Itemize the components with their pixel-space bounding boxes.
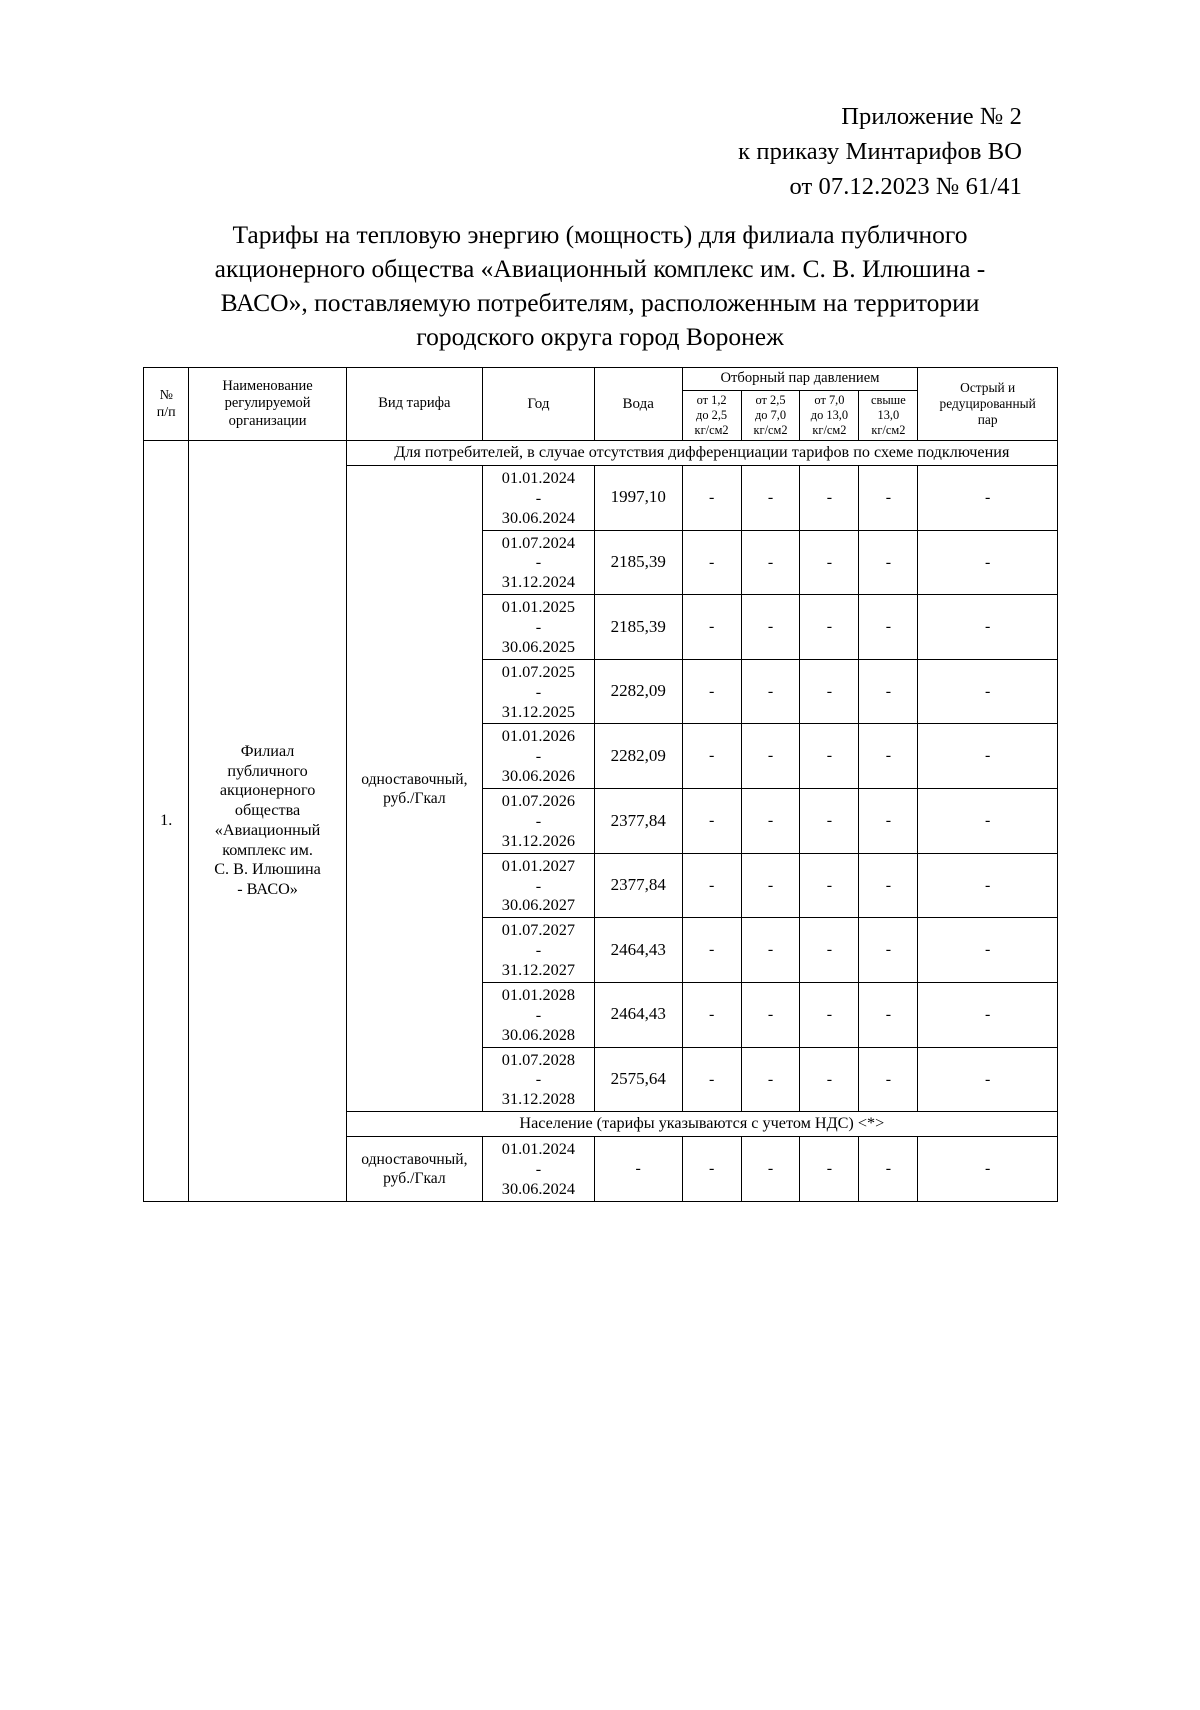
steam-4-value: - <box>859 1047 918 1112</box>
table-body <box>144 441 1058 1201</box>
steam-1-value: - <box>682 465 741 530</box>
organization-line-6: комплекс им. <box>222 840 313 859</box>
water-value: 2185,39 <box>594 595 682 660</box>
sharp-steam-value: - <box>918 918 1058 983</box>
steam-2-value: - <box>741 1047 800 1112</box>
period-cell: 01.01.2024 - 30.06.2024 <box>483 465 595 530</box>
table-header-row-1 <box>144 368 1058 391</box>
steam-1-value: - <box>682 982 741 1047</box>
steam-2-value: - <box>741 465 800 530</box>
section-label-consumers: Для потребителей, в случае отсутствия дифференциации тарифов по схеме подключения <box>346 441 1057 466</box>
column-header-steam-4: свыше 13,0 кг/см2 <box>859 390 918 440</box>
steam-2-value: - <box>741 982 800 1047</box>
steam-4-value: - <box>859 789 918 854</box>
organization-line-4: общества <box>234 801 301 820</box>
steam-1-value: - <box>682 853 741 918</box>
steam-4-value: - <box>859 659 918 724</box>
steam-3-value: - <box>800 724 859 789</box>
sharp-steam-value: - <box>918 1136 1058 1201</box>
steam-4-value: - <box>859 465 918 530</box>
page-title-line-2: акционерного общества «Авиационный комплекс им. С. В. Илюшина - <box>214 253 986 283</box>
steam-3-value: - <box>800 1047 859 1112</box>
sharp-steam-value: - <box>918 982 1058 1047</box>
page-title <box>150 218 1050 354</box>
appendix-number: Приложение № 2 <box>841 103 1022 130</box>
steam-2-value: - <box>741 918 800 983</box>
steam-2-value: - <box>741 595 800 660</box>
period-cell: 01.01.2028 - 30.06.2028 <box>483 982 595 1047</box>
column-header-sharp-steam: Острый и редуцированный пар <box>918 368 1058 441</box>
tariff-table-wrapper <box>143 367 1058 1202</box>
steam-4-value: - <box>859 595 918 660</box>
steam-2-value: - <box>741 659 800 724</box>
steam-2-value: - <box>741 724 800 789</box>
sharp-steam-value: - <box>918 595 1058 660</box>
steam-4-value: - <box>859 724 918 789</box>
water-value: 2282,09 <box>594 724 682 789</box>
sharp-steam-value: - <box>918 724 1058 789</box>
period-cell: 01.07.2025 - 31.12.2025 <box>483 659 595 724</box>
steam-3-value: - <box>800 853 859 918</box>
steam-1-value: - <box>682 789 741 854</box>
column-header-year: Год <box>483 368 595 441</box>
water-value: 2464,43 <box>594 982 682 1047</box>
organization-line-8: - ВАСО» <box>237 880 298 899</box>
steam-1-value: - <box>682 659 741 724</box>
sharp-steam-value: - <box>918 789 1058 854</box>
column-header-water: Вода <box>594 368 682 441</box>
water-value: 2185,39 <box>594 530 682 595</box>
period-cell: 01.01.2027 - 30.06.2027 <box>483 853 595 918</box>
organization-line-7: С. В. Илюшина <box>214 860 321 879</box>
period-cell: 01.01.2024 - 30.06.2024 <box>483 1136 595 1201</box>
steam-3-value: - <box>800 595 859 660</box>
steam-3-value: - <box>800 982 859 1047</box>
section-label-population: Население (тарифы указываются с учетом НДС) <*> <box>346 1112 1057 1137</box>
period-cell: 01.01.2025 - 30.06.2025 <box>483 595 595 660</box>
steam-1-value: - <box>682 918 741 983</box>
water-value: 2575,64 <box>594 1047 682 1112</box>
steam-3-value: - <box>800 918 859 983</box>
table-header <box>144 368 1058 441</box>
sharp-steam-value: - <box>918 659 1058 724</box>
column-header-steam-3: от 7,0 до 13,0 кг/см2 <box>800 390 859 440</box>
steam-3-value: - <box>800 659 859 724</box>
sharp-steam-value: - <box>918 1047 1058 1112</box>
tariff-type-cell-consumers: одноставочный, руб./Гкал <box>346 465 482 1111</box>
water-value: 2464,43 <box>594 918 682 983</box>
column-header-number: № п/п <box>144 368 189 441</box>
organization-line-2: публичного <box>227 761 308 780</box>
organization-line-3: акционерного <box>219 781 316 800</box>
period-cell: 01.07.2027 - 31.12.2027 <box>483 918 595 983</box>
water-value: 2282,09 <box>594 659 682 724</box>
steam-2-value: - <box>741 1136 800 1201</box>
water-value: - <box>594 1136 682 1201</box>
period-cell: 01.07.2024 - 31.12.2024 <box>483 530 595 595</box>
column-header-tariff-type: Вид тарифа <box>346 368 482 441</box>
steam-1-value: - <box>682 530 741 595</box>
steam-1-value: - <box>682 1047 741 1112</box>
sharp-steam-value: - <box>918 530 1058 595</box>
document-reference-block <box>738 100 1022 204</box>
steam-4-value: - <box>859 853 918 918</box>
period-cell: 01.07.2026 - 31.12.2026 <box>483 789 595 854</box>
steam-4-value: - <box>859 982 918 1047</box>
steam-4-value: - <box>859 918 918 983</box>
steam-2-value: - <box>741 530 800 595</box>
sharp-steam-value: - <box>918 465 1058 530</box>
row-number-cell: 1. <box>144 441 189 1201</box>
page-title-line-3: ВАСО», поставляемую потребителям, расположенным на территории <box>220 287 980 317</box>
order-date-number: от 07.12.2023 № 61/41 <box>789 172 1022 200</box>
water-value: 2377,84 <box>594 853 682 918</box>
steam-1-value: - <box>682 595 741 660</box>
period-cell: 01.01.2026 - 30.06.2026 <box>483 724 595 789</box>
water-value: 1997,10 <box>594 465 682 530</box>
steam-4-value: - <box>859 1136 918 1201</box>
steam-3-value: - <box>800 465 859 530</box>
order-authority: к приказу Минтарифов ВО <box>738 137 1022 165</box>
steam-3-value: - <box>800 1136 859 1201</box>
sharp-steam-value: - <box>918 853 1058 918</box>
tariff-type-cell-population: одноставочный, руб./Гкал <box>346 1136 482 1201</box>
column-header-steam-2: от 2,5 до 7,0 кг/см2 <box>741 390 800 440</box>
steam-2-value: - <box>741 789 800 854</box>
water-value: 2377,84 <box>594 789 682 854</box>
steam-3-value: - <box>800 789 859 854</box>
steam-4-value: - <box>859 530 918 595</box>
organization-line-1: Филиал <box>240 741 295 760</box>
period-cell: 01.07.2028 - 31.12.2028 <box>483 1047 595 1112</box>
steam-3-value: - <box>800 530 859 595</box>
column-header-organization: Наименование регулируемой организации <box>189 368 346 441</box>
page-title-line-4: городского округа город Воронеж <box>416 321 784 351</box>
organization-line-5: «Авиационный <box>214 820 321 839</box>
column-header-steam-group: Отборный пар давлением <box>682 368 918 391</box>
page-title-line-1: Тарифы на тепловую энергию (мощность) для филиала публичного <box>232 220 968 249</box>
steam-1-value: - <box>682 724 741 789</box>
steam-2-value: - <box>741 853 800 918</box>
organization-cell <box>189 441 346 1201</box>
steam-1-value: - <box>682 1136 741 1201</box>
tariff-table <box>143 367 1058 1202</box>
section-row-consumers <box>144 441 1058 466</box>
column-header-steam-1: от 1,2 до 2,5 кг/см2 <box>682 390 741 440</box>
